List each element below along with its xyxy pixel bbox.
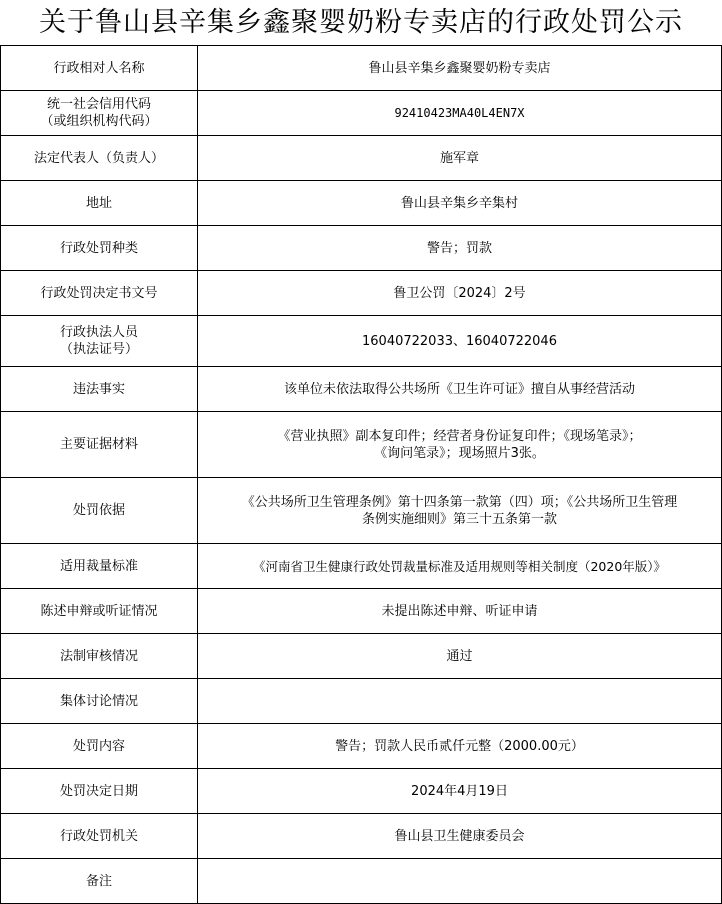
row-value: 《河南省卫生健康行政处罚裁量标准及适用规则等相关制度（2020年版）》 bbox=[198, 544, 722, 589]
row-label: 违法事实 bbox=[1, 367, 198, 412]
row-value bbox=[198, 679, 722, 724]
row-label-line: （执法证号） bbox=[59, 342, 138, 357]
table-row bbox=[1, 412, 722, 478]
row-label bbox=[1, 316, 198, 367]
row-label: 法制审核情况 bbox=[1, 634, 198, 679]
row-label-line: 行政执法人员 bbox=[59, 325, 138, 340]
table-row bbox=[1, 136, 722, 181]
penalty-info-table bbox=[0, 45, 722, 904]
row-value bbox=[198, 412, 722, 478]
table-row bbox=[1, 478, 722, 544]
table-row bbox=[1, 181, 722, 226]
table-row bbox=[1, 271, 722, 316]
table-row bbox=[1, 679, 722, 724]
row-label: 法定代表人（负责人） bbox=[1, 136, 198, 181]
table-row bbox=[1, 724, 722, 769]
row-label: 地址 bbox=[1, 181, 198, 226]
row-label: 行政相对人名称 bbox=[1, 46, 198, 91]
row-value-line: 《询问笔录》；现场照片3张。 bbox=[374, 445, 545, 461]
table-row bbox=[1, 769, 722, 814]
row-label: 处罚内容 bbox=[1, 724, 198, 769]
table-row bbox=[1, 589, 722, 634]
row-label: 行政处罚种类 bbox=[1, 226, 198, 271]
row-value: 鲁山县辛集乡鑫聚婴奶粉专卖店 bbox=[198, 46, 722, 91]
table-row bbox=[1, 634, 722, 679]
row-value: 警告；罚款 bbox=[198, 226, 722, 271]
row-label: 适用裁量标准 bbox=[1, 544, 198, 589]
row-label: 备注 bbox=[1, 859, 198, 904]
table-row bbox=[1, 316, 722, 367]
page-title: 关于鲁山县辛集乡鑫聚婴奶粉专卖店的行政处罚公示 bbox=[39, 7, 683, 38]
row-value-line: 《公共场所卫生管理条例》第十四条第一款第（四）项；《公共场所卫生管理 bbox=[241, 494, 678, 510]
row-label: 行政处罚决定书文号 bbox=[1, 271, 198, 316]
table-row bbox=[1, 544, 722, 589]
row-value: 2024年4月19日 bbox=[198, 769, 722, 814]
row-label: 陈述申辩或听证情况 bbox=[1, 589, 198, 634]
row-value: 通过 bbox=[198, 634, 722, 679]
row-value bbox=[198, 859, 722, 904]
row-value: 施军章 bbox=[198, 136, 722, 181]
row-value-line: 条例实施细则》第三十五条第一款 bbox=[361, 511, 557, 527]
row-value: 鲁山县卫生健康委员会 bbox=[198, 814, 722, 859]
row-label: 主要证据材料 bbox=[1, 412, 198, 478]
row-label-line: （或组织机构代码） bbox=[40, 114, 158, 129]
table-row bbox=[1, 859, 722, 904]
row-label-line: 统一社会信用代码 bbox=[46, 97, 151, 112]
row-value: 警告；罚款人民币贰仟元整（2000.00元） bbox=[198, 724, 722, 769]
row-label bbox=[1, 91, 198, 136]
row-value: 16040722033、16040722046 bbox=[198, 316, 722, 367]
row-value bbox=[198, 478, 722, 544]
row-label: 行政处罚机关 bbox=[1, 814, 198, 859]
table-row bbox=[1, 46, 722, 91]
row-label: 处罚依据 bbox=[1, 478, 198, 544]
table-row bbox=[1, 367, 722, 412]
table-row bbox=[1, 226, 722, 271]
row-value: 该单位未依法取得公共场所《卫生许可证》擅自从事经营活动 bbox=[198, 367, 722, 412]
row-value-line: 《营业执照》副本复印件；经营者身份证复印件；《现场笔录》； bbox=[277, 428, 642, 444]
table-row bbox=[1, 814, 722, 859]
row-label: 处罚决定日期 bbox=[1, 769, 198, 814]
row-value: 未提出陈述申辩、听证申请 bbox=[198, 589, 722, 634]
row-value: 鲁卫公罚〔2024〕2号 bbox=[198, 271, 722, 316]
table-row bbox=[1, 91, 722, 136]
row-value: 鲁山县辛集乡辛集村 bbox=[198, 181, 722, 226]
row-value: 92410423MA40L4EN7X bbox=[198, 91, 722, 136]
row-label: 集体讨论情况 bbox=[1, 679, 198, 724]
